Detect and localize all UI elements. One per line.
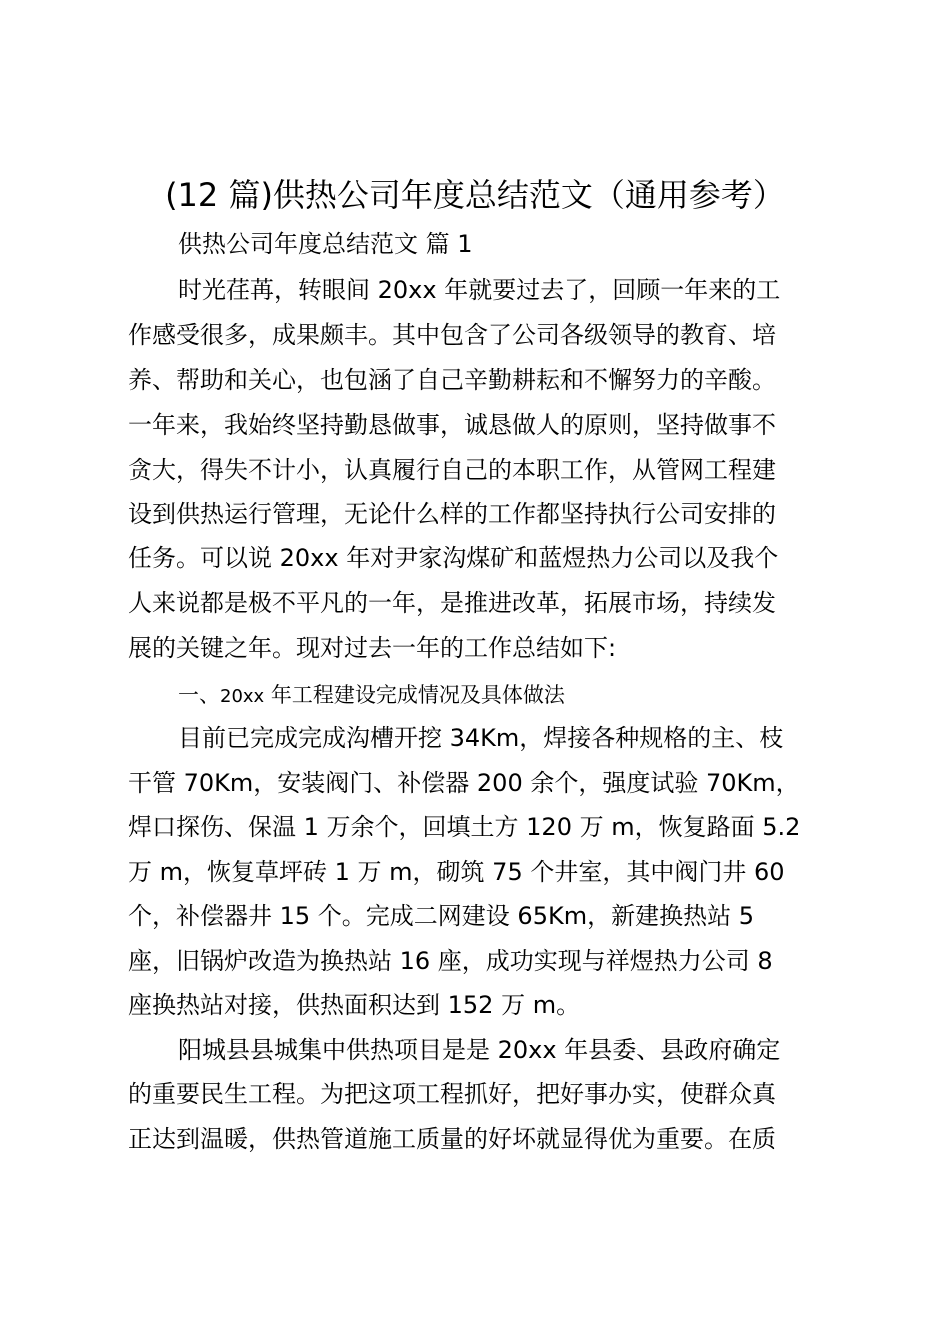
paragraph-line: 设到供热运行管理，无论什么样的工作都坚持执行公司安排的 xyxy=(128,500,776,528)
paragraph-line: 万 m，恢复草坪砖 1 万 m，砌筑 75 个井室，其中阀门井 60 xyxy=(128,858,785,886)
paragraph-line: 贪大，得失不计小，认真履行自己的本职工作，从管网工程建 xyxy=(128,456,776,484)
paragraph-line: 座，旧锅炉改造为换热站 16 座，成功实现与祥煜热力公司 8 xyxy=(128,947,773,975)
paragraph-line: 正达到温暖，供热管道施工质量的好坏就显得优为重要。在质 xyxy=(128,1125,776,1153)
paragraph-line: 任务。可以说 20xx 年对尹家沟煤矿和蓝煜热力公司以及我个 xyxy=(128,544,779,572)
section-heading-number: 20xx xyxy=(220,686,265,707)
section-heading-prefix: 一、 xyxy=(178,683,220,707)
document-title: (12 篇)供热公司年度总结范文（通用参考） xyxy=(165,176,785,214)
paragraph-line: 焊口探伤、保温 1 万余个，回填土方 120 万 m，恢复路面 5.2 xyxy=(128,813,801,841)
paragraph-line: 干管 70Km，安装阀门、补偿器 200 余个，强度试验 70Km， xyxy=(128,769,800,797)
section-heading xyxy=(178,675,565,717)
paragraph-line: 养、帮助和关心，也包涵了自己辛勤耕耘和不懈努力的辛酸。 xyxy=(128,366,776,394)
paragraph-line: 个，补偿器井 15 个。完成二网建设 65Km，新建换热站 5 xyxy=(128,902,754,930)
paragraph-line: 阳城县县城集中供热项目是是 20xx 年县委、县政府确定 xyxy=(178,1036,781,1064)
paragraph-line: 时光荏苒，转眼间 20xx 年就要过去了，回顾一年来的工 xyxy=(178,276,781,304)
section-heading-text: 年工程建设完成情况及具体做法 xyxy=(264,683,565,707)
paragraph-line: 目前已完成完成沟槽开挖 34Km，焊接各种规格的主、枝 xyxy=(178,724,784,752)
paragraph-line: 的重要民生工程。为把这项工程抓好，把好事办实，使群众真 xyxy=(128,1080,776,1108)
paragraph-line: 人来说都是极不平凡的一年，是推进改革，拓展市场，持续发 xyxy=(128,589,776,617)
paragraph-line: 作感受很多，成果颇丰。其中包含了公司各级领导的教育、培 xyxy=(128,321,776,349)
paragraph-line: 一年来，我始终坚持勤恳做事，诚恳做人的原则，坚持做事不 xyxy=(128,411,776,439)
subtitle: 供热公司年度总结范文 篇 1 xyxy=(178,230,473,258)
paragraph-line: 展的关键之年。现对过去一年的工作总结如下: xyxy=(128,634,617,662)
paragraph-line: 座换热站对接，供热面积达到 152 万 m。 xyxy=(128,991,581,1019)
